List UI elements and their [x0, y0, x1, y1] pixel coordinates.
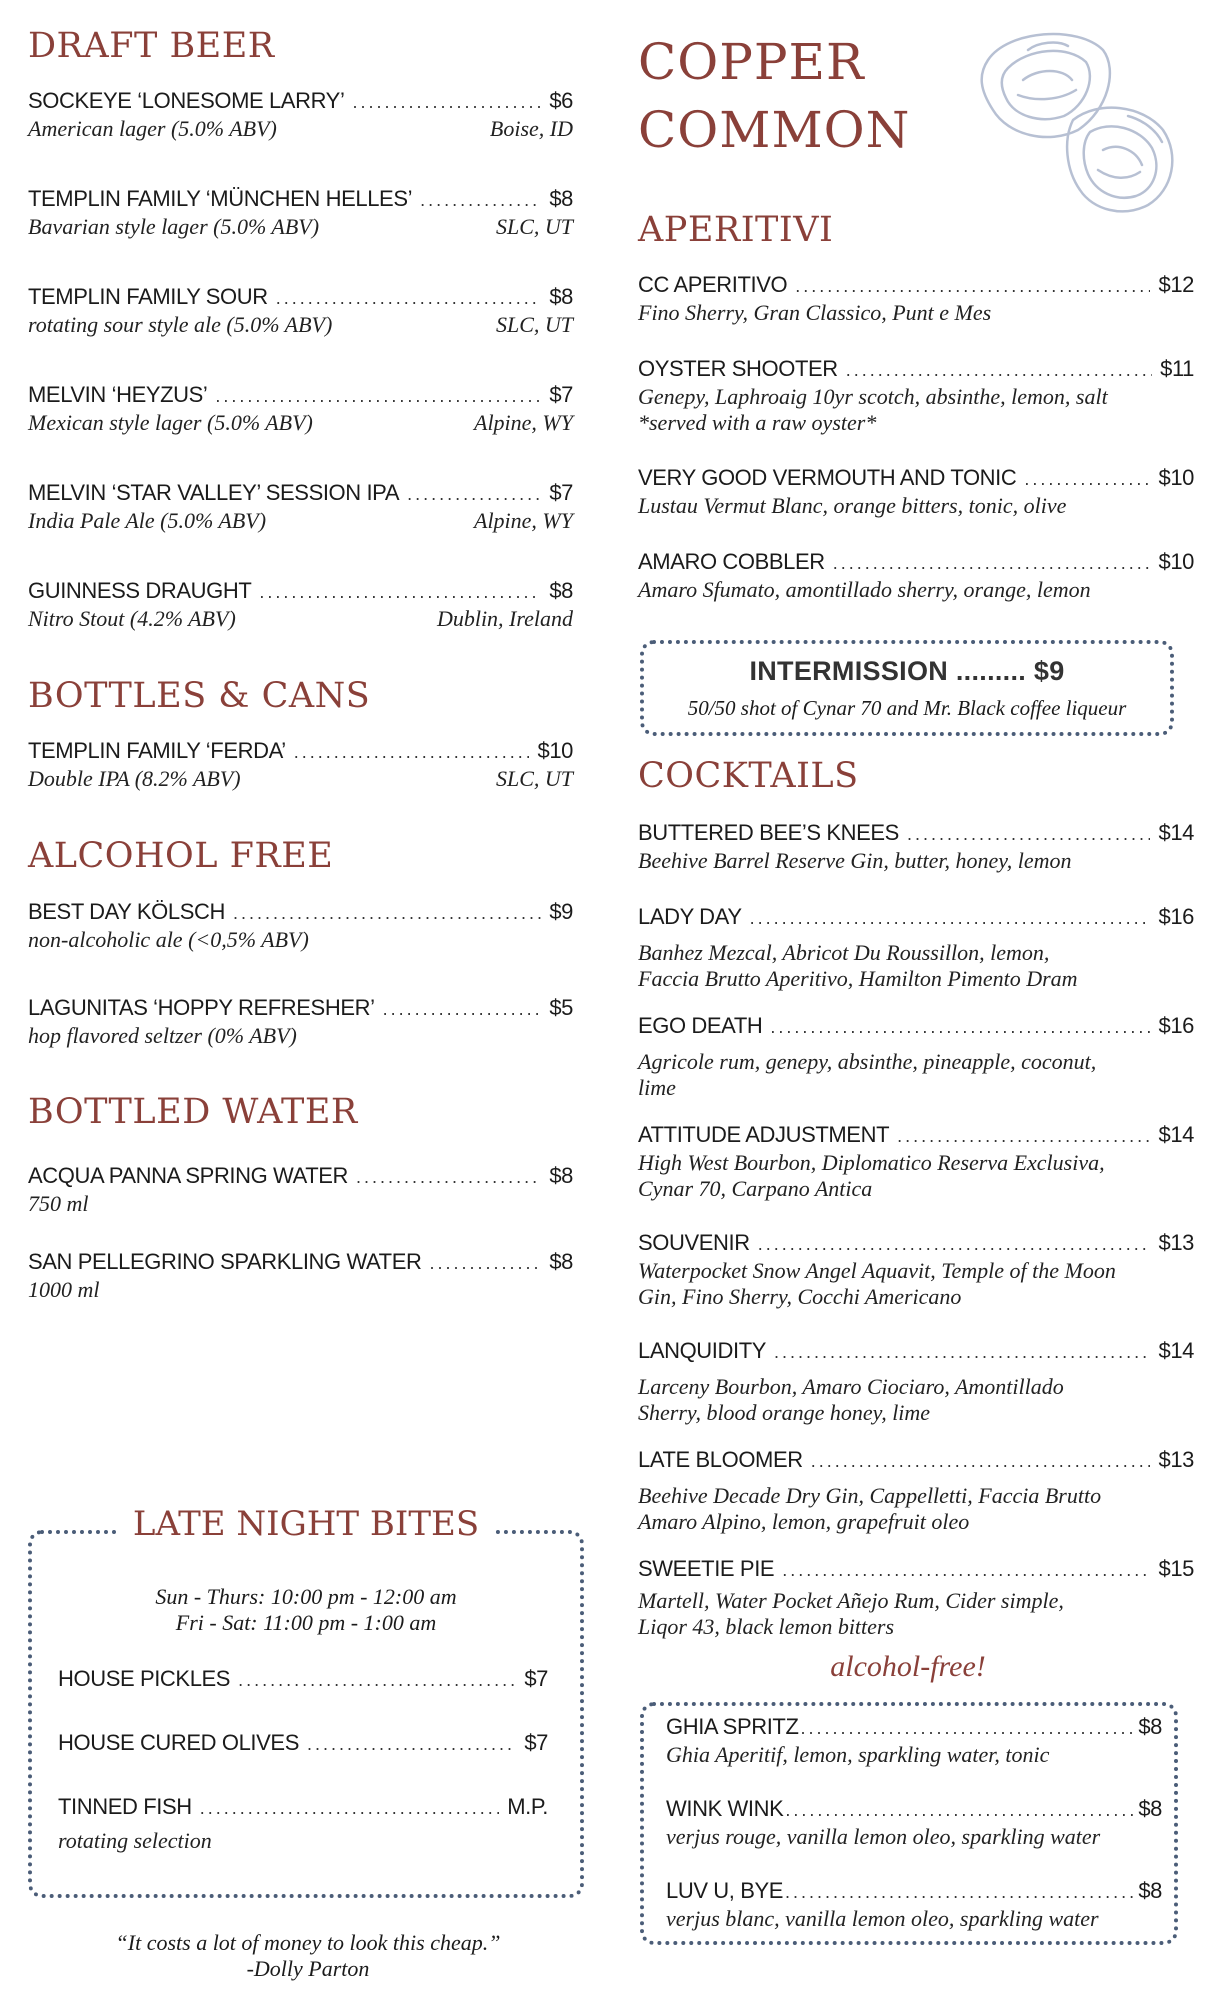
item-name: TEMPLIN FAMILY ‘MÜNCHEN HELLES’ [28, 186, 413, 211]
item-name: LANQUIDITY [638, 1338, 767, 1363]
item-desc: Nitro Stout (4.2% ABV) [28, 606, 236, 631]
item-origin: SLC, UT [495, 766, 573, 791]
item-desc: India Pale Ale (5.0% ABV) [28, 508, 267, 533]
intermission-dots: ......... [955, 656, 1027, 686]
item-desc: Banhez Mezcal, Abricot Du Roussillon, lemon, [638, 940, 1050, 965]
late-night-bites-title: LATE NIGHT BITES [119, 1504, 493, 1544]
item-name: LUV U, BYE [666, 1878, 784, 1903]
item-name: VERY GOOD VERMOUTH AND TONIC [638, 465, 1017, 490]
item-name: GUINNESS DRAUGHT [28, 578, 252, 603]
item-name: EGO DEATH [638, 1013, 763, 1038]
item-name: WINK WINK [666, 1796, 784, 1821]
item-desc: Amaro Sfumato, amontillado sherry, orange, lemon [638, 577, 1091, 602]
item-origin: Dublin, Ireland [436, 606, 573, 631]
item-desc-line2: Faccia Brutto Aperitivo, Hamilton Pimento Dram [638, 966, 1078, 991]
brand-line: COMMON [638, 101, 911, 159]
item-origin: Alpine, WY [474, 508, 573, 533]
menu-item [28, 282, 573, 338]
menu-item [666, 1794, 1162, 1850]
intermission-desc: 50/50 shot of Cynar 70 and Mr. Black coffee liqueur [687, 696, 1127, 720]
item-desc: verjus blanc, vanilla lemon oleo, sparkling water [666, 1906, 1099, 1931]
item-price: $5 [549, 995, 573, 1020]
intermission-price: $9 [1033, 656, 1065, 686]
item-origin: Boise, ID [489, 116, 573, 141]
item-price: $14 [1158, 1338, 1194, 1363]
item-desc: Bavarian style lager (5.0% ABV) [28, 214, 320, 239]
menu-item [666, 1876, 1162, 1932]
item-desc: Double IPA (8.2% ABV) [28, 766, 241, 791]
item-price: $14 [1158, 1122, 1194, 1147]
menu-item [638, 1445, 1194, 1535]
item-desc: 1000 ml [28, 1277, 100, 1302]
quote-text: “It costs a lot of money to look this cheap.” [115, 1930, 501, 1955]
menu-item [666, 1712, 1162, 1768]
menu-item [28, 576, 573, 632]
item-price: $16 [1158, 1013, 1194, 1038]
item-price: $7 [549, 480, 573, 505]
item-origin: Alpine, WY [474, 410, 573, 435]
menu-item [638, 1228, 1194, 1310]
item-price: $6 [549, 88, 573, 113]
menu-item [638, 818, 1194, 874]
item-price: $13 [1158, 1447, 1194, 1472]
item-name: ACQUA PANNA SPRING WATER [28, 1163, 349, 1188]
item-price: $8 [549, 578, 573, 603]
menu-item [638, 270, 1194, 326]
menu-item [28, 478, 573, 534]
hours-line: Fri - Sat: 11:00 pm - 1:00 am [175, 1610, 437, 1635]
item-name: HOUSE CURED OLIVES [58, 1730, 299, 1755]
alcohol-free-box [640, 1702, 1178, 1945]
menu-item [638, 1554, 1194, 1640]
menu-item [638, 547, 1194, 603]
item-price: $14 [1158, 820, 1194, 845]
alcohol-free-title: ALCOHOL FREE [28, 836, 334, 876]
menu-item [58, 1728, 548, 1758]
item-name: BUTTERED BEE’S KNEES [638, 820, 899, 845]
item-desc: Waterpocket Snow Angel Aquavit, Temple of the Moon [638, 1258, 1116, 1283]
item-desc: High West Bourbon, Diplomatico Reserva Exclusiva, [638, 1150, 1105, 1175]
item-desc: Mexican style lager (5.0% ABV) [28, 410, 313, 435]
item-name: BEST DAY KÖLSCH [28, 899, 225, 924]
item-name: GHIA SPRITZ [666, 1714, 799, 1739]
item-desc-line2: lime [638, 1075, 676, 1100]
item-name: LAGUNITAS ‘HOPPY REFRESHER’ [28, 995, 375, 1020]
alcohol-free-label: alcohol-free! [830, 1650, 986, 1683]
item-price: $16 [1158, 904, 1194, 929]
item-price: $10 [1158, 465, 1194, 490]
hours-line: Sun - Thurs: 10:00 pm - 12:00 am [155, 1584, 457, 1609]
menu-item [58, 1792, 548, 1854]
item-desc: Larceny Bourbon, Amaro Ciociaro, Amontillado [638, 1374, 1064, 1399]
item-desc: Agricole rum, genepy, absinthe, pineapple, coconut, [638, 1049, 1097, 1074]
brand-logo-text [638, 28, 910, 164]
item-name: ATTITUDE ADJUSTMENT [638, 1122, 890, 1147]
item-price: $7 [524, 1666, 548, 1691]
item-price: $7 [549, 382, 573, 407]
item-name: SAN PELLEGRINO SPARKLING WATER [28, 1249, 422, 1274]
item-desc: Genepy, Laphroaig 10yr scotch, absinthe, lemon, salt [638, 384, 1108, 409]
item-desc-line2: Gin, Fino Sherry, Cocchi Americano [638, 1284, 962, 1309]
item-desc-line2: Amaro Alpino, lemon, grapefruit oleo [638, 1509, 970, 1534]
menu-item [28, 184, 573, 240]
item-desc: verjus rouge, vanilla lemon oleo, sparkling water [666, 1824, 1101, 1849]
menu-item [28, 993, 573, 1049]
item-price: $10 [1158, 549, 1194, 574]
menu-item [28, 1161, 573, 1217]
bottles-cans-title: BOTTLES & CANS [28, 676, 371, 716]
item-desc: Lustau Vermut Blanc, orange bitters, tonic, olive [638, 493, 1067, 518]
item-name: LADY DAY [638, 904, 742, 929]
item-origin: SLC, UT [495, 214, 573, 239]
item-name: SOCKEYE ‘LONESOME LARRY’ [28, 88, 345, 113]
item-price: $8 [1138, 1714, 1162, 1739]
item-name: MELVIN ‘HEYZUS’ [28, 382, 208, 407]
menu-item [638, 902, 1194, 992]
menu-item [638, 463, 1194, 519]
item-desc: hop flavored seltzer (0% ABV) [28, 1023, 297, 1048]
item-price: $8 [549, 1249, 573, 1274]
item-price: $8 [549, 1163, 573, 1188]
item-desc: non-alcoholic ale (<0,5% ABV) [28, 927, 309, 952]
item-desc: rotating sour style ale (5.0% ABV) [28, 312, 333, 337]
item-name: TEMPLIN FAMILY ‘FERDA’ [28, 738, 286, 763]
item-name: TEMPLIN FAMILY SOUR [28, 284, 268, 309]
item-price: $8 [549, 284, 573, 309]
item-desc: Fino Sherry, Gran Classico, Punt e Mes [638, 300, 992, 325]
item-price: $8 [549, 186, 573, 211]
menu-item [638, 1011, 1194, 1101]
intermission-box [640, 640, 1174, 736]
item-desc-line2: Liqor 43, black lemon bitters [638, 1614, 895, 1639]
item-price: $12 [1158, 272, 1194, 297]
item-desc: Beehive Barrel Reserve Gin, butter, honey, lemon [638, 848, 1072, 873]
bottled-water-title: BOTTLED WATER [28, 1092, 358, 1132]
item-name: CC APERITIVO [638, 272, 788, 297]
menu-item [28, 86, 573, 142]
item-name: LATE BLOOMER [638, 1447, 803, 1472]
cocktails-title: COCKTAILS [638, 756, 859, 796]
menu-item [28, 897, 573, 953]
menu-item [638, 354, 1194, 436]
item-name: AMARO COBBLER [638, 549, 825, 574]
quote [28, 1930, 588, 1982]
menu-item [638, 1120, 1194, 1202]
item-desc-line2: *served with a raw oyster* [638, 410, 877, 435]
item-price: $9 [549, 899, 573, 924]
late-night-bites-box [28, 1504, 584, 1898]
item-price: $13 [1158, 1230, 1194, 1255]
quote-author: -Dolly Parton [246, 1956, 370, 1981]
item-name: HOUSE PICKLES [58, 1666, 231, 1691]
item-price: $8 [1138, 1796, 1162, 1821]
item-price: $15 [1158, 1556, 1194, 1581]
item-desc: Martell, Water Pocket Añejo Rum, Cider simple, [638, 1588, 1064, 1613]
item-desc-line2: Cynar 70, Carpano Antica [638, 1176, 873, 1201]
item-price: M.P. [507, 1794, 548, 1819]
late-night-hours [32, 1584, 580, 1636]
menu-item [28, 380, 573, 436]
item-desc: Beehive Decade Dry Gin, Cappelletti, Faccia Brutto [638, 1483, 1102, 1508]
intermission-name: INTERMISSION [749, 656, 949, 686]
menu-item [28, 1247, 573, 1303]
menu-item [58, 1664, 548, 1694]
item-name: SOUVENIR [638, 1230, 750, 1255]
item-desc: 750 ml [28, 1191, 89, 1216]
item-name: TINNED FISH [58, 1794, 192, 1819]
item-desc-line2: Sherry, blood orange honey, lime [638, 1400, 931, 1425]
item-price: $8 [1138, 1878, 1162, 1903]
item-name: SWEETIE PIE [638, 1556, 775, 1581]
draft-beer-title: DRAFT BEER [28, 26, 275, 66]
item-desc: rotating selection [58, 1828, 212, 1853]
item-desc: American lager (5.0% ABV) [28, 116, 277, 141]
item-price: $7 [524, 1730, 548, 1755]
item-name: MELVIN ‘STAR VALLEY’ SESSION IPA [28, 480, 400, 505]
item-origin: SLC, UT [495, 312, 573, 337]
aperitivi-title: APERITIVI [638, 210, 834, 250]
brand-line: COPPER [638, 33, 865, 91]
item-desc: Ghia Aperitif, lemon, sparkling water, tonic [666, 1742, 1050, 1767]
item-price: $11 [1160, 356, 1194, 381]
oyster-illustration-icon [968, 20, 1188, 220]
menu-item [638, 1336, 1194, 1426]
item-name: OYSTER SHOOTER [638, 356, 838, 381]
item-price: $10 [537, 738, 573, 763]
menu-item [28, 736, 573, 792]
